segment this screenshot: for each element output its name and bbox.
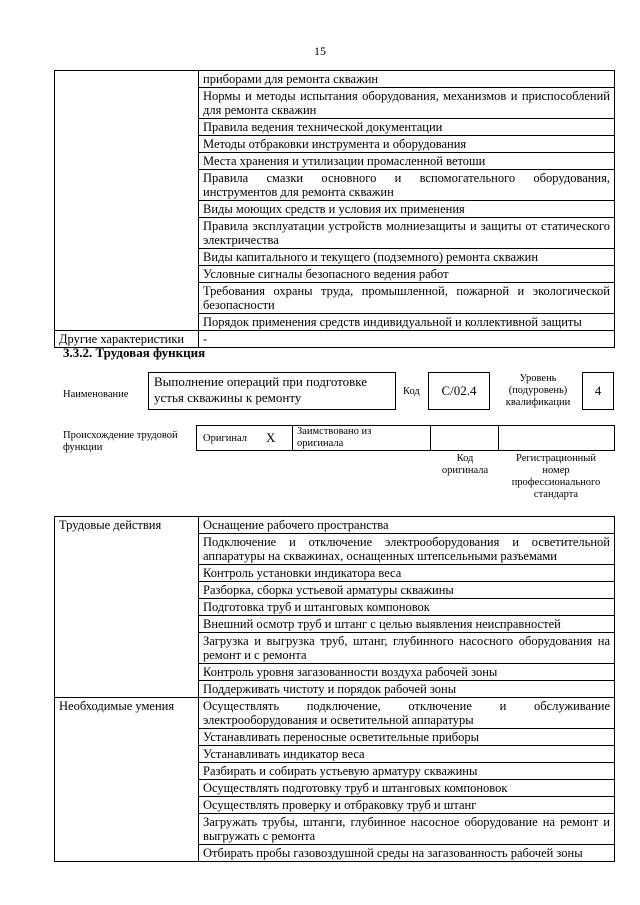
empty-label-cell bbox=[55, 71, 199, 331]
origin-divider-2 bbox=[430, 425, 431, 451]
table-cell: Осуществлять подготовку труб и штанговых компоновок bbox=[199, 780, 615, 797]
other-characteristics-label: Другие характеристики bbox=[55, 331, 199, 348]
qualification-level-label: Уровень (подуровень) квалификации bbox=[505, 373, 571, 408]
other-characteristics-value: - bbox=[199, 331, 615, 348]
qualification-level-value: 4 bbox=[594, 383, 602, 398]
table-cell: Нормы и методы испытания оборудования, механизмов и приспособлений для ремонта скважин bbox=[199, 88, 615, 119]
table-cell: Устанавливать индикатор веса bbox=[199, 746, 615, 763]
code-value: C/02.4 bbox=[441, 383, 477, 398]
table-cell: Контроль установки индикатора веса bbox=[199, 565, 615, 582]
table-cell: Правила смазки основного и вспомогательного оборудования, инструментов для ремонта скважин bbox=[199, 170, 615, 201]
table-row bbox=[55, 698, 615, 729]
table-row bbox=[55, 71, 615, 88]
name-label: Наименование bbox=[63, 389, 129, 400]
registration-number-caption: Регистрационный номер профессионального стандарта bbox=[511, 453, 601, 500]
table-cell: Загрузка и выгрузка труб, штанг, глубинного насосного оборудования на ремонт и с ремонта bbox=[199, 633, 615, 664]
table-cell: Подключение и отключение электрооборудования и осветительной аппаратуры на скважинах, оснащенных штепсельными разъемами bbox=[199, 534, 615, 565]
name-value: Выполнение операций при подготовке устья скважины к ремонту bbox=[154, 374, 368, 405]
required-skills-label: Необходимые умения bbox=[55, 698, 199, 862]
table-cell: Оснащение рабочего пространства bbox=[199, 517, 615, 534]
table-cell: Места хранения и утилизации промасленной ветоши bbox=[199, 153, 615, 170]
original-mark: X bbox=[266, 430, 276, 445]
table-cell: Внешний осмотр труб и штанг с целью выявления неисправностей bbox=[199, 616, 615, 633]
origin-divider-1 bbox=[292, 425, 293, 451]
table-cell: Отбирать пробы газовоздушной среды на загазованность рабочей зоны bbox=[199, 845, 615, 862]
table-cell: Контроль уровня загазованности воздуха рабочей зоны bbox=[199, 664, 615, 681]
table-cell: Устанавливать переносные осветительные приборы bbox=[199, 729, 615, 746]
table-cell: Осуществлять проверку и отбраковку труб и штанг bbox=[199, 797, 615, 814]
origin-divider-3 bbox=[498, 425, 499, 451]
origin-label: Происхождение трудовой функции bbox=[63, 430, 178, 453]
table-cell: Разборка, сборка устьевой арматуры скважины bbox=[199, 582, 615, 599]
table-cell: Поддерживать чистоту и порядок рабочей зоны bbox=[199, 681, 615, 698]
table-cell: Виды капитального и текущего (подземного) ремонта скважин bbox=[199, 249, 615, 266]
table-cell: Правила эксплуатации устройств молниезащиты и защиты от статического электричества bbox=[199, 218, 615, 249]
table-cell: Виды моющих средств и условия их применения bbox=[199, 201, 615, 218]
labor-actions-label: Трудовые действия bbox=[55, 517, 199, 698]
page-number: 15 bbox=[314, 44, 326, 58]
table-cell: Требования охраны труда, промышленной, пожарной и экологической безопасности bbox=[199, 283, 615, 314]
original-label: Оригинал bbox=[203, 433, 247, 444]
knowledge-table bbox=[54, 70, 615, 348]
code-original-caption: Код оригинала bbox=[441, 453, 489, 476]
code-label: Код bbox=[403, 386, 420, 397]
labor-function-table bbox=[54, 516, 615, 862]
table-cell: Условные сигналы безопасного ведения работ bbox=[199, 266, 615, 283]
borrowed-label: Заимствовано из оригинала bbox=[297, 426, 372, 449]
table-cell: Подготовка труб и штанговых компоновок bbox=[199, 599, 615, 616]
table-row bbox=[55, 517, 615, 534]
table-cell: Осуществлять подключение, отключение и обслуживание электрооборудования и осветительной аппаратуры bbox=[199, 698, 615, 729]
table-cell: Загружать трубы, штанги, глубинное насосное оборудование на ремонт и выгружать с ремонта bbox=[199, 814, 615, 845]
section-title: 3.3.2. Трудовая функция bbox=[63, 345, 206, 360]
table-cell: Порядок применения средств индивидуальной и коллективной защиты bbox=[199, 314, 615, 331]
table-cell: приборами для ремонта скважин bbox=[199, 71, 615, 88]
table-cell: Методы отбраковки инструмента и оборудования bbox=[199, 136, 615, 153]
table-cell: Правила ведения технической документации bbox=[199, 119, 615, 136]
table-cell: Разбирать и собирать устьевую арматуру скважины bbox=[199, 763, 615, 780]
